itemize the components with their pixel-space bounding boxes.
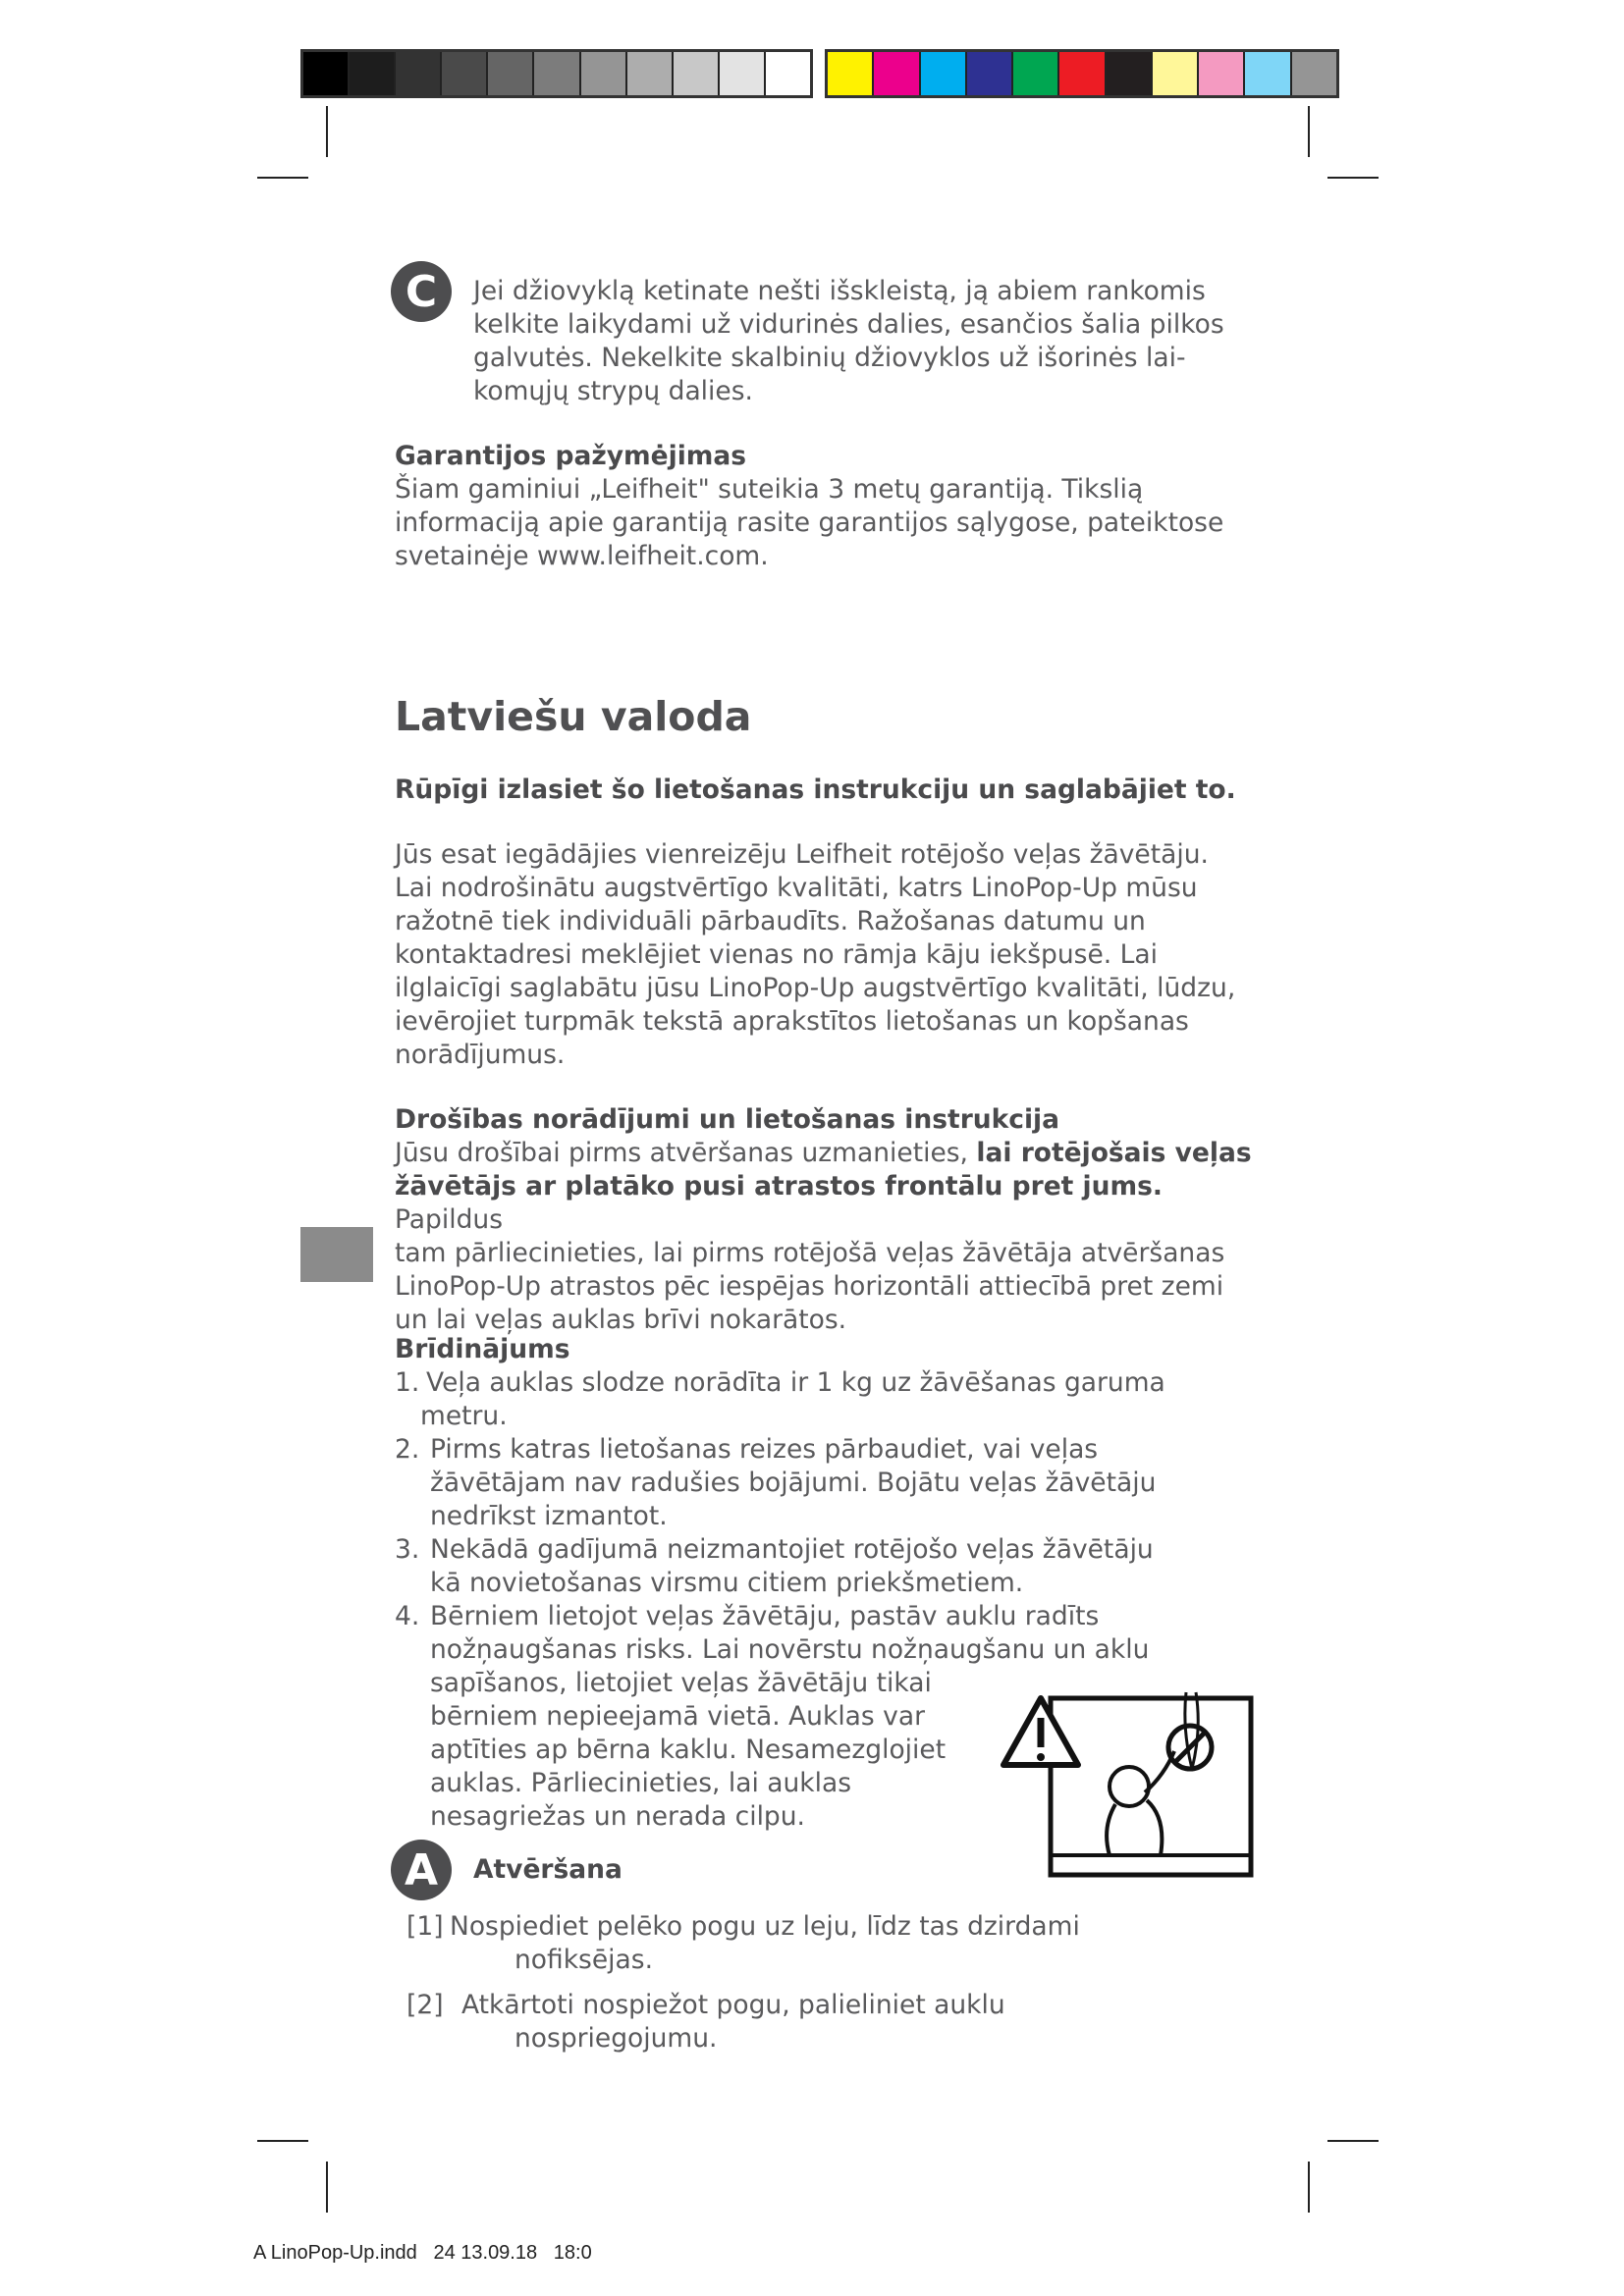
warning-text: [395, 1433, 1259, 1533]
process-color-bar: [825, 49, 1339, 98]
step-number: [2]: [406, 1990, 444, 2020]
color-swatch: [967, 52, 1013, 95]
intro-line: Lai nodrošinātu augstvērtīgo kvalitāti, katrs LinoPop-Up mūsu: [395, 873, 1198, 903]
intro-line: ilglaicīgi saglabātu jūsu LinoPop-Up augstvērtīgo kvalitāti, lūdzu,: [395, 973, 1236, 1003]
warning-text: [395, 1366, 1259, 1433]
gray-swatch: [396, 52, 442, 95]
section-c-line: kelkite laikydami už vidurinės dalies, esančios šalia pilkos: [473, 309, 1224, 340]
safety-normal-text: Papildus: [395, 1204, 503, 1235]
subtitle-text: Rūpīgi izlasiet šo lietošanas instrukciju un saglabājiet to.: [395, 774, 1236, 805]
intro-paragraph: [395, 838, 1259, 1072]
language-title: Latviešu valoda: [395, 693, 752, 740]
gray-swatch: [488, 52, 534, 95]
crop-mark-top-right-h: [1327, 177, 1379, 179]
warning-line: nedrīkst izmantot.: [430, 1501, 668, 1531]
gray-swatch: [534, 52, 580, 95]
step-item: [406, 1989, 1271, 2056]
color-swatch: [1153, 52, 1199, 95]
safety-line: LinoPop-Up atrastos pēc iespējas horizontāli attiecībā pret zemi: [395, 1271, 1224, 1302]
warning-line: nožņaugšanas risks. Lai novērstu nožņaugšanu un aklu: [430, 1634, 1150, 1665]
safety-line: [395, 1137, 1278, 1170]
warning-line: Pirms katras lietošanas reizes pārbaudiet, vai veļas: [430, 1434, 1099, 1465]
color-swatch: [1013, 52, 1059, 95]
warnings-heading-block: [395, 1333, 1259, 1366]
step-item: [406, 1910, 1271, 1977]
warning-line: Bērniem lietojot veļas žāvētāju, pastāv auklu radīts: [430, 1601, 1100, 1631]
step-number: [1]: [406, 1911, 444, 1942]
section-a-badge: A: [391, 1840, 452, 1900]
warning-item: [395, 1433, 1259, 1533]
step-text: [406, 1989, 1271, 2056]
color-swatch: [828, 52, 874, 95]
intro-line: Jūs esat iegādājies vienreizēju Leifheit rotējošo veļas žāvētāju.: [395, 839, 1209, 870]
intro-line: kontaktadresi meklējiet vienas no rāmja kāju iekšpusē. Lai: [395, 939, 1158, 970]
warning-line: aptīties ap bērna kaklu. Nesamezglojiet: [430, 1735, 947, 1765]
warning-line: nesagriežas un nerada cilpu.: [430, 1801, 805, 1832]
gray-swatch: [442, 52, 488, 95]
warning-line: Veļa auklas slodze norādīta ir 1 kg uz žāvēšanas garuma: [426, 1367, 1165, 1398]
color-swatch: [1059, 52, 1106, 95]
safety-bold-text: lai rotējošais veļas: [976, 1138, 1252, 1168]
warning-line: auklas. Pārliecinieties, lai auklas: [430, 1768, 852, 1798]
step-line: nospriegojumu.: [514, 2023, 718, 2054]
warning-item: [395, 1366, 1259, 1433]
section-a-heading-block: [473, 1853, 1337, 1887]
crop-mark-bottom-left-v: [326, 2162, 328, 2213]
warning-line: metru.: [420, 1401, 508, 1431]
intro-line: norādījumus.: [395, 1040, 566, 1070]
step-line: Nospiediet pelēko pogu uz leju, līdz tas dzirdami: [450, 1911, 1080, 1942]
warranty-line: informaciją apie garantiją rasite garantijos sąlygose, pateiktose: [395, 507, 1224, 538]
gray-swatch: [303, 52, 350, 95]
safety-line: un lai veļas auklas brīvi nokarātos.: [395, 1305, 847, 1335]
color-swatch: [1199, 52, 1245, 95]
safety-line: [395, 1170, 1278, 1237]
safety-line: tam pārliecinieties, lai pirms rotējošā veļas žāvētāja atvēršanas: [395, 1238, 1225, 1268]
section-c-badge: C: [391, 261, 452, 322]
step-line: Atkārtoti nospiežot pogu, palieliniet auklu: [461, 1990, 1005, 2020]
step-text: [406, 1910, 1271, 1977]
intro-line: ražotnē tiek individuāli pārbaudīts. Ražošanas datumu un: [395, 906, 1146, 936]
gray-swatch: [581, 52, 627, 95]
print-slug: A LinoPop-Up.indd 24 13.09.18 18:0: [253, 2242, 592, 2264]
warning-line: bērniem nepieejamā vietā. Auklas var: [430, 1701, 925, 1732]
section-c-text: [473, 275, 1278, 408]
color-swatch: [921, 52, 967, 95]
intro-line: ievērojiet turpmāk tekstā aprakstītos lietošanas un kopšanas: [395, 1006, 1189, 1037]
warning-line: kā novietošanas virsmu citiem priekšmetiem.: [430, 1568, 1024, 1598]
warning-line: Nekādā gadījumā neizmantojiet rotējošo veļas žāvētāju: [430, 1534, 1154, 1565]
warranty-heading: Garantijos pažymėjimas: [395, 441, 747, 471]
gray-swatch: [720, 52, 766, 95]
section-c-line: komųjų strypų dalies.: [473, 376, 753, 406]
safety-heading: Drošības norādījumi un lietošanas instrukcija: [395, 1104, 1060, 1135]
color-swatch: [1245, 52, 1291, 95]
section-c-line: Jei džiovyklą ketinate nešti išskleistą, ją abiem rankomis: [473, 276, 1206, 306]
step-line: nofiksējas.: [514, 1945, 653, 1975]
safety-bold-text: žāvētājs ar platāko pusi atrastos frontālu pret jums.: [395, 1171, 1163, 1201]
warranty-line: Šiam gaminiui „Leifheit" suteikia 3 metų garantiją. Tikslią: [395, 474, 1144, 505]
gray-swatch: [766, 52, 810, 95]
warning-number: 4.: [395, 1601, 420, 1631]
warning-number: 2.: [395, 1434, 420, 1465]
language-side-tab: [300, 1227, 373, 1282]
warning-number: 1.: [395, 1367, 420, 1398]
crop-mark-top-left-h: [257, 177, 308, 179]
warning-line: sapīšanos, lietojiet veļas žāvētāju tikai: [430, 1668, 932, 1698]
crop-mark-top-left-v: [326, 106, 328, 157]
warranty-block: [395, 440, 1259, 573]
warranty-line: svetainėje www.leifheit.com.: [395, 541, 769, 571]
crop-mark-bottom-right-v: [1308, 2162, 1310, 2213]
section-c-line: galvutės. Nekelkite skalbinių džiovyklos už išorinės lai-: [473, 343, 1186, 373]
color-swatch: [1107, 52, 1153, 95]
warnings-heading: Brīdinājums: [395, 1334, 570, 1364]
crop-mark-top-right-v: [1308, 106, 1310, 157]
gray-swatch: [350, 52, 396, 95]
section-a-heading: Atvēršana: [473, 1854, 623, 1885]
subtitle: [395, 774, 1259, 807]
gray-swatch: [627, 52, 674, 95]
warning-number: 3.: [395, 1534, 420, 1565]
child-head-icon: [1110, 1767, 1149, 1806]
warning-text: [395, 1533, 1259, 1600]
warning-line: žāvētājam nav radušies bojājumi. Bojātu veļas žāvētāju: [430, 1468, 1157, 1498]
safety-normal-text: Jūsu drošībai pirms atvēršanas uzmanieties,: [395, 1138, 977, 1168]
color-swatch: [874, 52, 920, 95]
color-swatch: [1292, 52, 1336, 95]
gray-swatch: [674, 52, 720, 95]
warning-item: [395, 1533, 1259, 1600]
crop-mark-bottom-right-h: [1327, 2140, 1379, 2142]
safety-block: [395, 1103, 1278, 1337]
grayscale-bar: [300, 49, 813, 98]
crop-mark-bottom-left-h: [257, 2140, 308, 2142]
